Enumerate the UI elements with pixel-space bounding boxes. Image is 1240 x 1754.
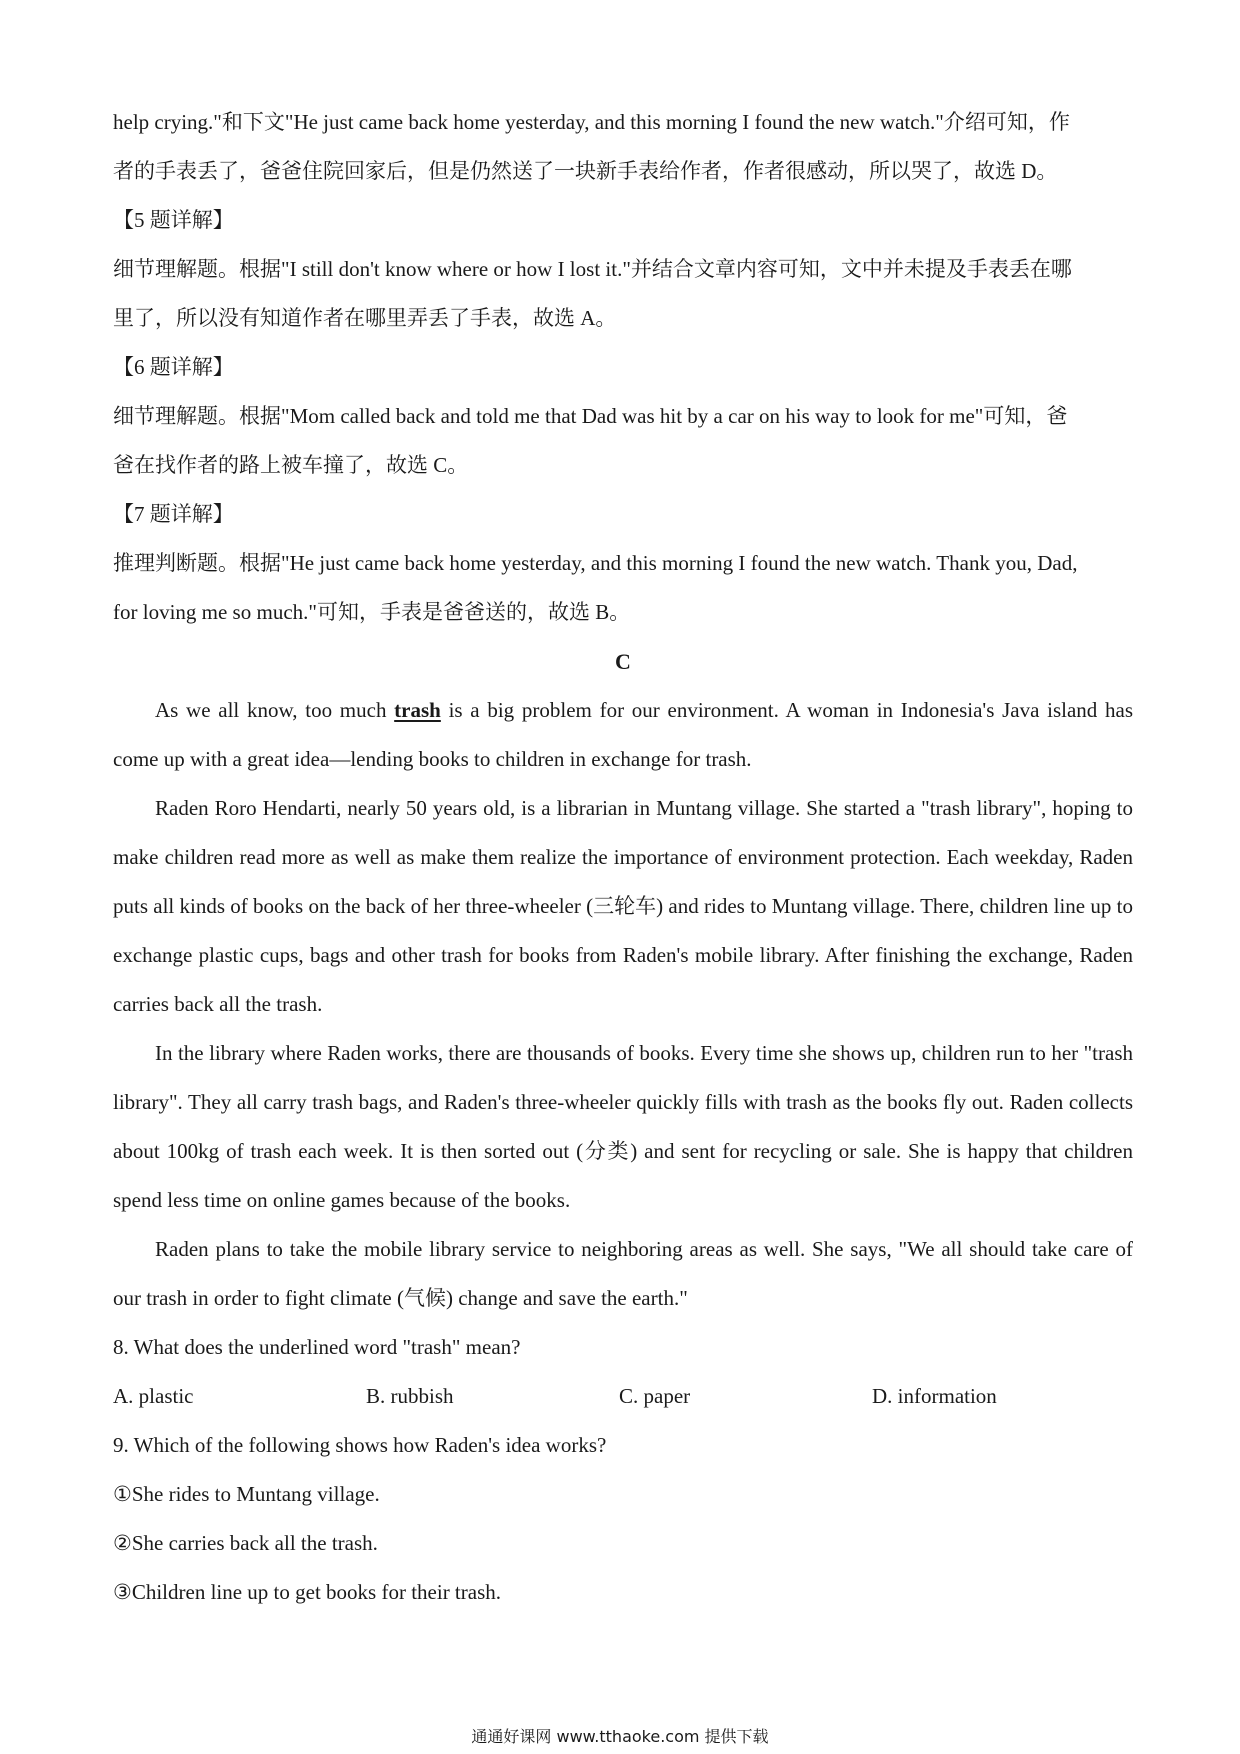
question-9-item: ③Children line up to get books for their trash. [113,1580,502,1604]
q7-explanation-line: for loving me so much."可知，手表是爸爸送的，故选 B。 [113,600,631,624]
option-b: B. rubbish [366,1384,454,1408]
passage-paragraph-1 [113,686,1133,784]
answer-line: help crying."和下文"He just came back home yesterday, and this morning I found the new watch."介绍可知，作 [113,110,1070,134]
underlined-word-trash: trash [394,698,441,722]
q6-explanation-line: 爸在找作者的路上被车撞了，故选 C。 [113,453,469,477]
q5-explanation-line: 细节理解题。根据"I still don't know where or how I lost it."并结合文章内容可知，文中并未提及手表丢在哪 [113,257,1072,281]
question-8: 8. What does the underlined word "trash" mean? [113,1335,521,1359]
question-9: 9. Which of the following shows how Raden's idea works? [113,1433,607,1457]
q7-explanation-line: 推理判断题。根据"He just came back home yesterday, and this morning I found the new watch. Thank you, Dad, [113,551,1078,575]
option-d: D. information [872,1384,997,1408]
page-footer: 通通好课网 www.tthaoke.com 提供下载 [471,1727,769,1746]
passage-paragraph-2: Raden Roro Hendarti, nearly 50 years old, is a librarian in Muntang village. She started a "trash library", hoping to make children read more as well as make them realize the importance of environment protection. Each weekday, Raden puts all kinds of books on the back of her three-wheeler (三轮车) and rides to Muntang village. There, children line up to exchange plastic cups, bags and other trash for books from Raden's mobile library. After finishing the exchange, Raden carries back all the trash. [113,796,1133,1016]
answer-line: 者的手表丢了，爸爸住院回家后，但是仍然送了一块新手表给作者，作者很感动，所以哭了，故选 D。 [113,159,1058,183]
question-8-options [113,1372,1133,1421]
q5-explanation-line: 里了，所以没有知道作者在哪里弄丢了手表，故选 A。 [113,306,617,330]
question-9-item: ②She carries back all the trash. [113,1531,378,1555]
passage-paragraph-3: In the library where Raden works, there are thousands of books. Every time she shows up, children run to her "trash library". They all carry trash bags, and Raden's three-wheeler quickly fills with trash as the books fly out. Raden collects about 100kg of trash each week. It is then sorted out (分类) and sent for recycling or sale. She is happy that children spend less time on online games because of the books. [113,1041,1133,1212]
passage-paragraph-4: Raden plans to take the mobile library service to neighboring areas as well. She says, "We all should take care of our trash in order to fight climate (气候) change and save the earth." [113,1237,1133,1310]
option-c: C. paper [619,1384,691,1408]
question-9-item: ①She rides to Muntang village. [113,1482,380,1506]
section-c-title: C [615,649,631,674]
option-a: A. plastic [113,1384,194,1408]
passage-text: is a big problem for our environment. A woman in Indonesia's Java island has come up with a great idea—lending books to children in exchange for trash. [113,698,1133,771]
q5-explanation-heading: 【5 题详解】 [113,208,234,232]
passage-text: As we all know, too much [155,698,395,722]
q7-explanation-heading: 【7 题详解】 [113,502,234,526]
q6-explanation-heading: 【6 题详解】 [113,355,234,379]
q6-explanation-line: 细节理解题。根据"Mom called back and told me that Dad was hit by a car on his way to look for me"可知，爸 [113,404,1068,428]
document-page [113,98,1133,1617]
